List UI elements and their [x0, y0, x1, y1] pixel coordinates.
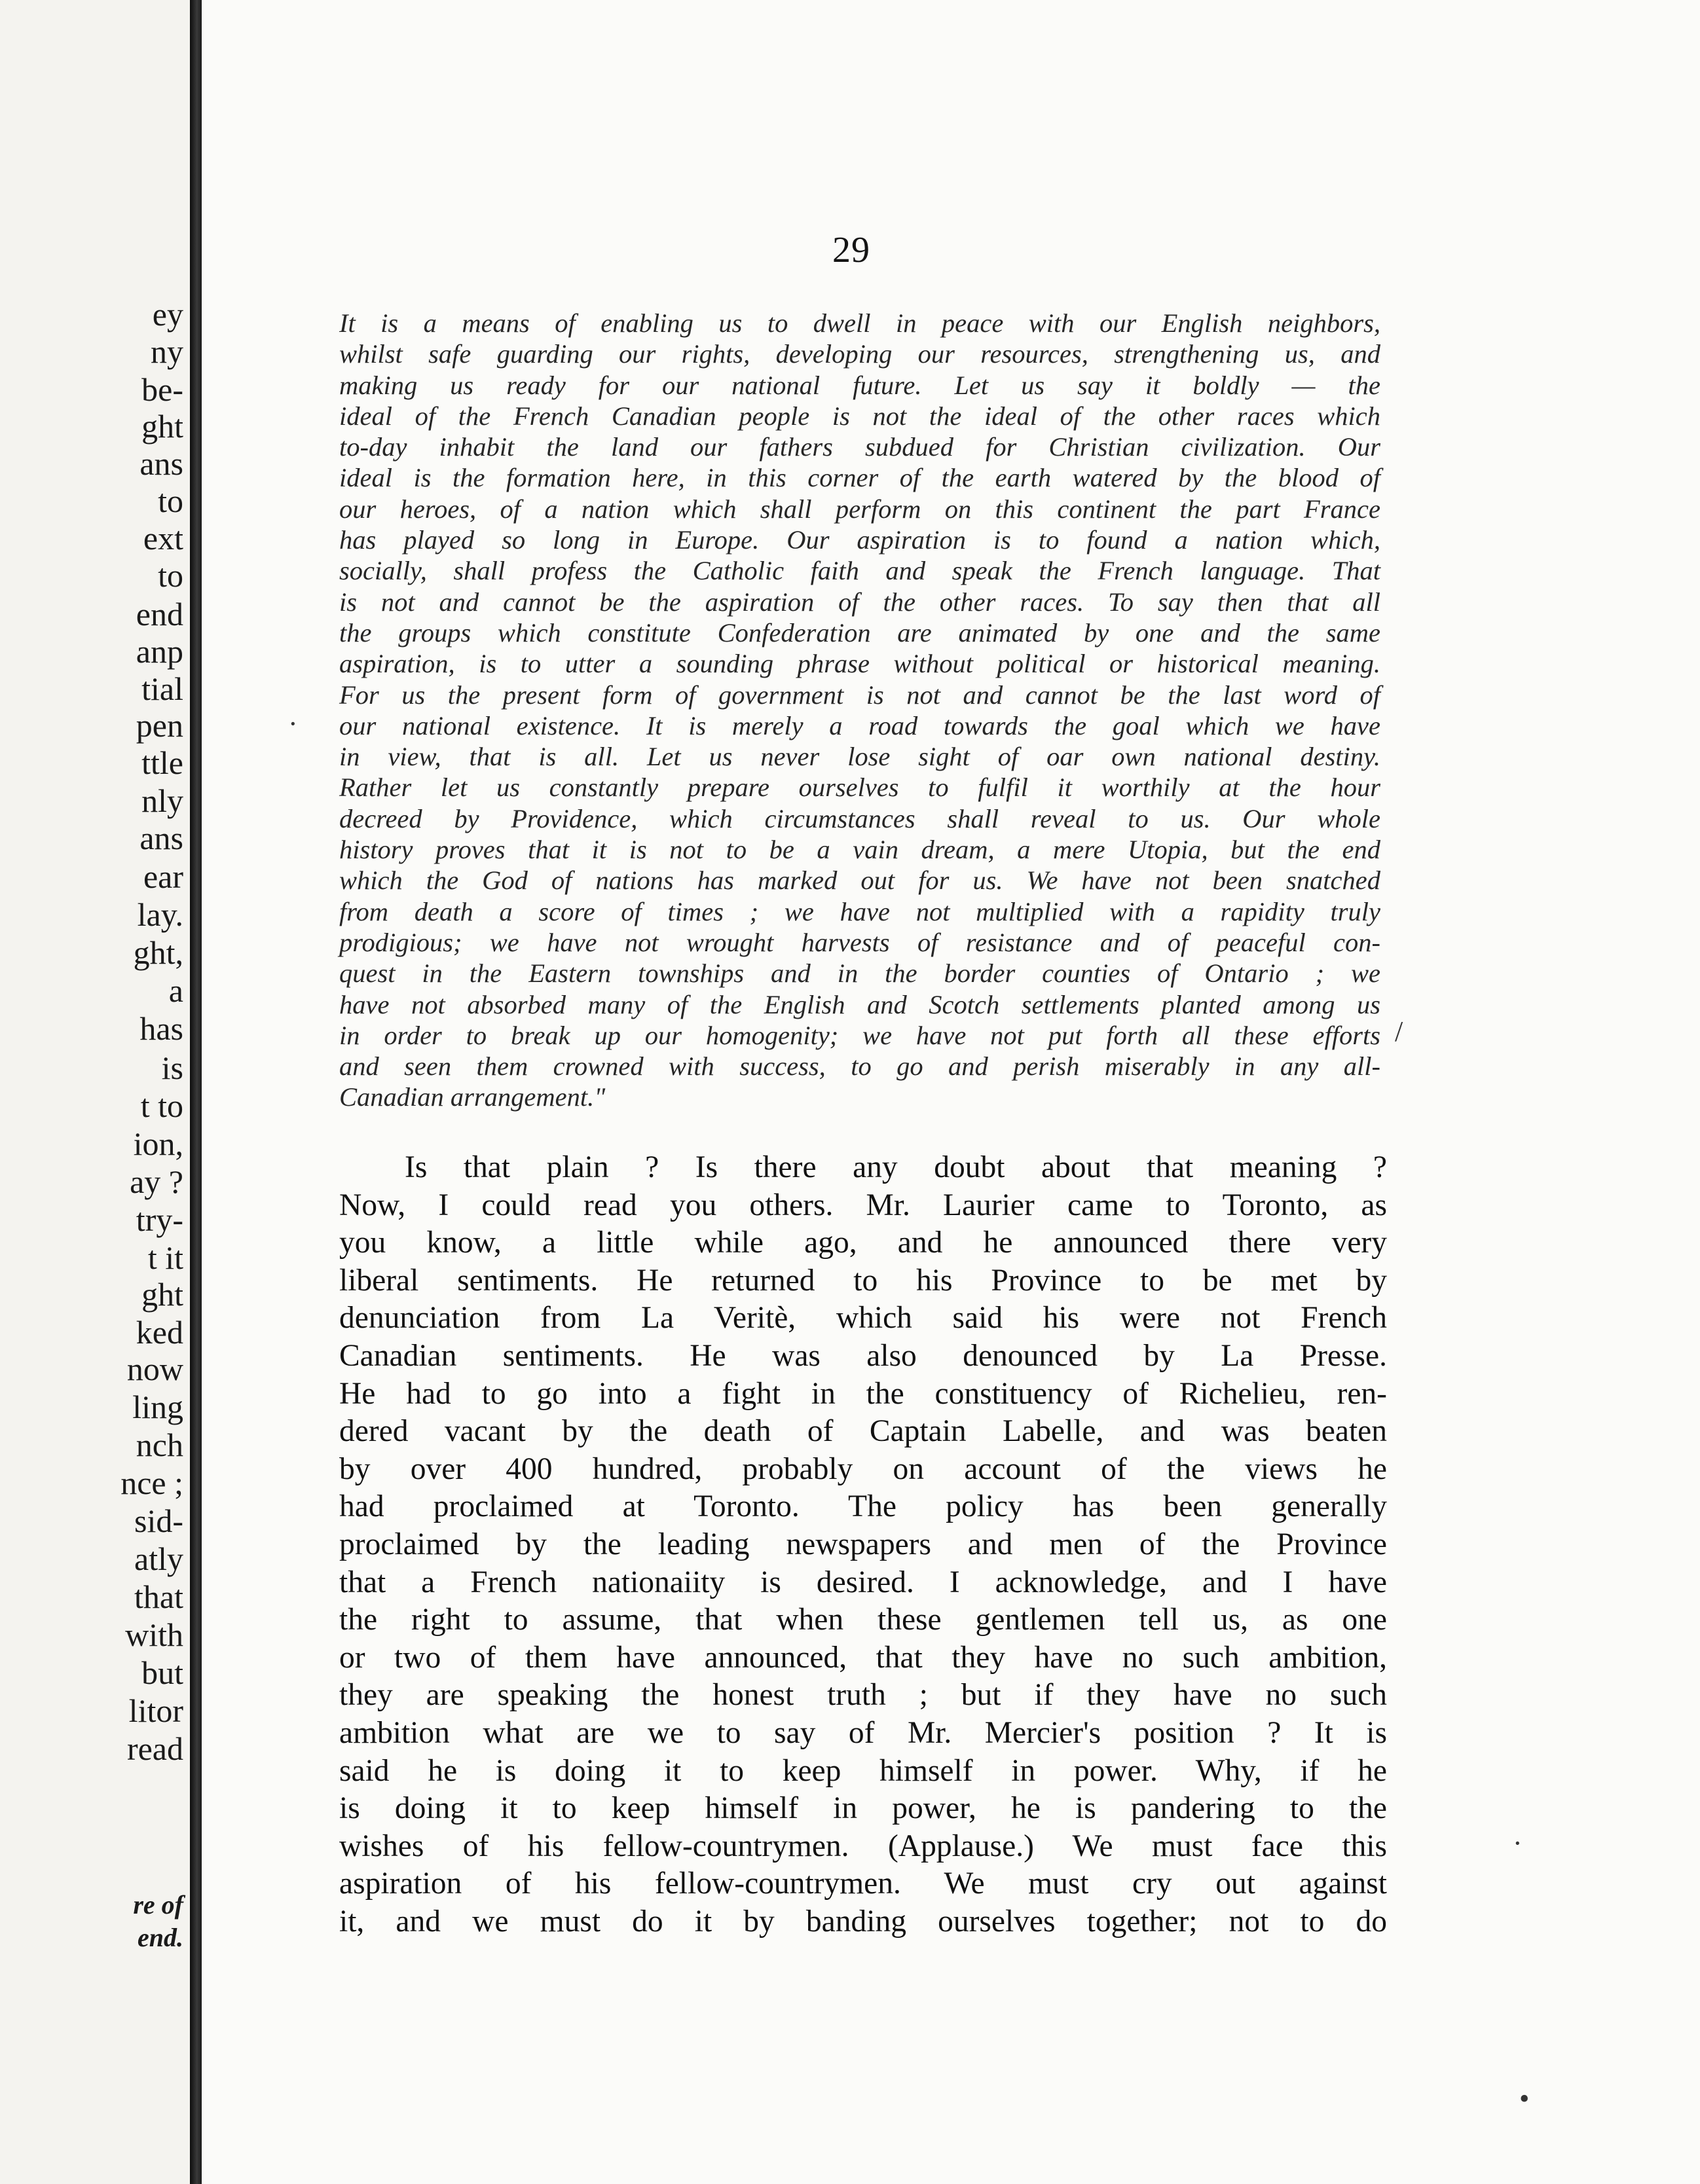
quote-line: prodigious; we have not wrought harvests of resistance and of peaceful con- [339, 927, 1380, 957]
quote-line: It is a means of enabling us to dwell in peace with our English neighbors, [339, 308, 1380, 338]
left-page-fragment: read [126, 1730, 183, 1767]
left-page-fragment: nly [141, 782, 183, 819]
left-page-fragment: but [141, 1654, 183, 1691]
quote-line: decreed by Providence, which circumstances shall reveal to us. Our whole [339, 803, 1380, 833]
left-page-fragment: tial [141, 670, 183, 707]
body-line: you know, a little while ago, and he announced there very [339, 1226, 1387, 1260]
left-page-fragment: try- [136, 1201, 183, 1238]
quote-line: and seen them crowned with success, to go and perish miserably in any all- [339, 1051, 1380, 1082]
body-line: that a French nationaiity is desired. I acknowledge, and I have [339, 1565, 1387, 1599]
quote-line: to-day inhabit the land our fathers subdued for Christian civilization. Our [339, 432, 1380, 462]
quote-line: in view, that is all. Let us never lose sight of oar own national destiny. [339, 742, 1380, 772]
left-page-fragment: ans [139, 445, 183, 482]
left-page-fragment: ans [139, 820, 183, 856]
quote-line: making us ready for our national future. Let us say it boldly — the [339, 370, 1380, 400]
quote-line: quest in the Eastern townships and in the border counties of Ontario ; we [339, 958, 1380, 989]
left-page-fragment: ght, [133, 934, 183, 971]
page-number: 29 [832, 230, 870, 270]
left-page-fragment: end [136, 596, 183, 632]
quote-line: from death a score of times ; we have not multiplied with a rapidity truly [339, 896, 1380, 926]
body-line: the right to assume, that when these gentlemen tell us, as one [339, 1603, 1387, 1637]
body-line: ambition what are we to say of Mr. Mercier's position ? It is [339, 1715, 1387, 1750]
quote-line: ideal is the formation here, in this corner of the earth watered by the blood of [339, 463, 1380, 493]
left-page-fragment: that [134, 1578, 183, 1615]
binding-gutter [190, 0, 202, 2184]
quote-line: For us the present form of government is not and cannot be the last word of [339, 680, 1380, 710]
body-line: Now, I could read you others. Mr. Laurier came to Toronto, as [339, 1188, 1387, 1222]
left-page-fragment: ght [141, 1276, 183, 1313]
stray-mark: · [1513, 1827, 1523, 1859]
left-page-fragment: pen [136, 707, 183, 744]
quote-line: is not and cannot be the aspiration of the other races. To say then that all [339, 587, 1380, 617]
left-page-fragment: ling [132, 1389, 183, 1425]
quote-line: our national existence. It is merely a road towards the goal which we have [339, 710, 1380, 740]
body-line: denunciation from La Veritè, which said his were not French [339, 1301, 1387, 1336]
left-page-fragment: lay. [137, 896, 183, 933]
left-page-fragment: ked [136, 1314, 183, 1351]
left-page-fragment: nce ; [120, 1465, 183, 1501]
left-page-fragment: ght [141, 408, 183, 445]
left-facing-page [0, 0, 190, 2184]
left-page-fragment: ay ? [130, 1163, 183, 1200]
body-line: proclaimed by the leading newspapers and men of the Province [339, 1527, 1387, 1561]
quote-line: in order to break up our homogenity; we have not put forth all these efforts [339, 1020, 1380, 1050]
body-line: it, and we must do it by banding ourselves together; not to do [339, 1904, 1387, 1938]
left-page-fragment: has [139, 1010, 183, 1047]
stray-mark: • [1519, 2083, 1530, 2115]
left-page-footnote-fragment: end. [138, 1923, 183, 1952]
left-page-fragment: to [158, 482, 183, 519]
left-page-fragment: is [161, 1049, 183, 1086]
body-line: they are speaking the honest truth ; but if they have no such [339, 1678, 1387, 1713]
quote-line: socially, shall profess the Catholic faith and speak the French language. That [339, 556, 1380, 586]
quote-line: whilst safe guarding our rights, developing our resources, strengthening us, and [339, 339, 1380, 369]
body-line: aspiration of his fellow-countrymen. We must cry out against [339, 1866, 1387, 1901]
quote-line: aspiration, is to utter a sounding phrase without political or historical meaning. [339, 649, 1380, 679]
body-line: liberal sentiments. He returned to his Province to be met by [339, 1263, 1387, 1298]
left-page-fragment: t it [147, 1239, 183, 1276]
quote-line: which the God of nations has marked out for us. We have not been snatched [339, 865, 1380, 896]
left-page-fragment: ion, [133, 1125, 183, 1162]
left-page-fragment: ttle [141, 744, 183, 781]
left-page-fragment: be- [141, 371, 183, 408]
body-line: said he is doing it to keep himself in power. Why, if he [339, 1753, 1387, 1788]
quote-line: have not absorbed many of the English and Scotch settlements planted among us [339, 989, 1380, 1019]
quote-line: the groups which constitute Confederation are animated by one and the same [339, 617, 1380, 647]
body-line: Is that plain ? Is there any doubt about that meaning ? [405, 1150, 1387, 1184]
stray-mark: / [1395, 1015, 1403, 1047]
quote-line: history proves that it is not to be a vain dream, a mere Utopia, but the end [339, 835, 1380, 865]
quote-line: ideal of the French Canadian people is not the ideal of the other races which [339, 401, 1380, 431]
left-page-fragment: t to [140, 1087, 183, 1124]
body-line: had proclaimed at Toronto. The policy has been generally [339, 1489, 1387, 1524]
left-page-fragment: ear [143, 858, 183, 895]
left-page-footnote-fragment: re of [133, 1890, 183, 1920]
quote-line: Rather let us constantly prepare ourselves to fulfil it worthily at the hour [339, 773, 1380, 803]
quote-line: Canadian arrangement." [339, 1082, 606, 1112]
body-line: or two of them have announced, that they have no such ambition, [339, 1640, 1387, 1675]
left-page-fragment: anp [136, 633, 183, 670]
body-line: wishes of his fellow-countrymen. (Applause.) We must face this [339, 1829, 1387, 1863]
quote-line: has played so long in Europe. Our aspiration is to found a nation which, [339, 525, 1380, 555]
left-page-fragment: ey [152, 296, 183, 333]
block-quote [339, 308, 1380, 1113]
stray-mark: · [288, 708, 298, 740]
left-page-fragment: atly [134, 1540, 183, 1577]
left-page-fragment: a [168, 972, 183, 1009]
left-page-fragment: litor [128, 1692, 183, 1729]
left-page-fragment: with [125, 1616, 183, 1653]
left-page-fragment: to [158, 557, 183, 594]
body-paragraph [339, 1149, 1387, 1940]
quote-line: our heroes, of a nation which shall perform on this continent the part France [339, 494, 1380, 524]
body-line: is doing it to keep himself in power, he is pandering to the [339, 1791, 1387, 1826]
left-page-fragment: now [126, 1351, 183, 1387]
body-line: He had to go into a fight in the constituency of Richelieu, ren- [339, 1376, 1387, 1411]
left-page-fragment: sid- [134, 1502, 183, 1539]
body-line: dered vacant by the death of Captain Labelle, and was beaten [339, 1414, 1387, 1449]
body-line: by over 400 hundred, probably on account of the views he [339, 1451, 1387, 1486]
left-page-fragment: ny [151, 333, 183, 370]
left-page-fragment: ext [143, 520, 183, 556]
body-line: Canadian sentiments. He was also denounced by La Presse. [339, 1338, 1387, 1373]
left-page-fragment: nch [136, 1427, 183, 1463]
